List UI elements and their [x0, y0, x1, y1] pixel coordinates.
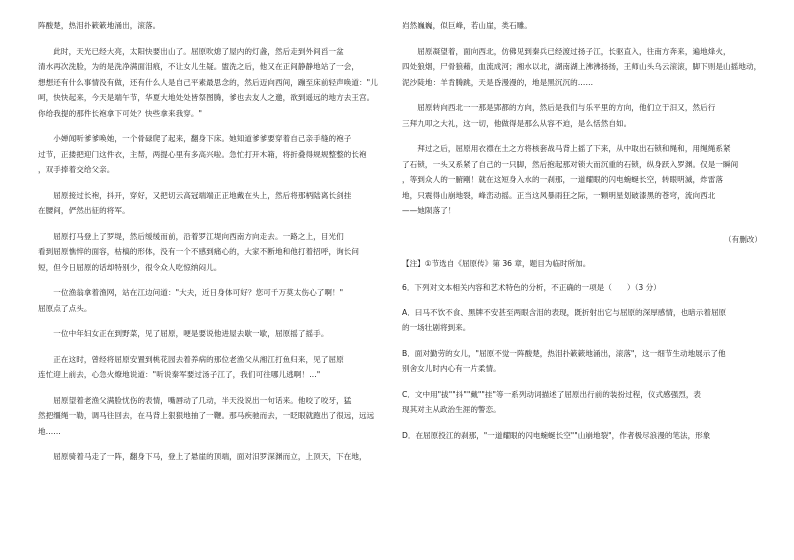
- footnote: 【注】①节选自《屈原传》第 36 章，题目为临时所加。: [402, 258, 591, 268]
- option-b: B．面对勤劳的女儿，"屈原不觉一阵酸楚，热泪扑簌簌地涌出，滚落"，这一细节生动地展示了他 别舍女儿时内心有一片柔情。: [402, 348, 726, 373]
- paragraph: 岿然巍巍，似巨峰，若山崖，类石雕。: [402, 21, 532, 30]
- paragraph: 拜过之后，屈原用衣襟在土之方将核套战马背上摇了下来，从中取出石锁和绳和，用绳绳系紧 了石锁，一头又系紧了自己的一只脚，然后抱起那对锁大而沉重的石锁，纵身跃入罗渊。仅是一瞬间 ，等到众人的一腑剛！就在这短身入水的一刹那，一道耀眼的闪电蜿蜒长空，转眼明滅，炸雷落 地，只震得山崩地裂，峰峦动摇。正当这风暴雨狂之际，一颗明星划破漆黑的苍穹，流向西北 ——她陨落了！: [402, 144, 739, 215]
- paragraph: 一位渔翁拿着渔网，站在江边问道："大夫，近日身体可好？您可千万莫太伤心了啊！" 屈原点了点头。: [38, 288, 344, 313]
- paragraph: 屈原转向西北一一那是郢都的方向，然后是我们与乐平里的方向，他们立于汨又，然后行 三拜九叩之大礼，这一切，他做得是那么从容不迫，是么恬然自如。: [402, 103, 716, 128]
- paragraph: 屈原打马登上了罗堤，然后缓缓而前，沿着罗江堤向西南方向走去。一路之上，目光们 看到屈原憔悴的面容，枯槁的形体，没有一个不感到痛心的，大家不断地和他打着招呼，询长问 短，但今日屈原的话却特别少，很令众人吃惊纳闷儿。: [38, 231, 360, 272]
- right-column: [402, 18, 762, 443]
- paragraph: 屈原接过长袍，抖开，穿好，又把切云高冠端端正正地戴在头上，然后将那柄陆离长剑挂 在腰间，俨然出征的将军。: [38, 190, 352, 215]
- paragraph: 一位中年妇女正在到野菜，见了屈原，哽是要说他进屋去歇一歇，屈原摇了摇手。: [38, 329, 329, 338]
- option-c: C．文中用"拔""抖""戴""挂"等一系列动词描述了屈原出行前的装扮过程，仪式感强烈，表 现其对主从政治生涯的警恋。: [402, 389, 702, 414]
- paragraph: 屈原骑着马走了一阵，翻身下马，登上了悬崖的顶端，面对汨罗深渊而立，上顶天，下在地，: [38, 452, 367, 461]
- paragraph: 屈原望着老渔父满脸忧伤的表情，嘴唇动了几动，半天没说出一句话来。他咬了咬牙，猛 然把缰绳一勒，调马往回去，在马背上狠狠地抽了一鞭。那马疾驰而去，一眨眼就跑出了很远，远远地……: [38, 395, 375, 436]
- paragraph: 屈原凝望着，面向西北，仿佛见到秦兵已经渡过扬子江，长驱直入，往南方奔来，遍地烽火， 四处狼烟，尸骨狼藉，血流成河；湘水以北，湖南湖上沸沸扬扬，王师山头乌云滚滚，脚下则是山摇地动， 泥沙陡地：羊肯腾跳，天是昏漫漫的，地是黑沉沉的……: [402, 46, 762, 87]
- paragraph: 此时，天光已经大亮，太阳快要出山了。屈原吹熄了屋内的灯盏，然后走到外间舀一盆 清水再次洗脸，为的是洗净满面泪痕，不让女儿生疑。盥洗之后，他又在正间静静地站了一会， 想想还有什么事情没有做，还有什么人是自己平素最思念的，然后迈向西间，蹦至床前轻声唤道："儿 呵，快快起来，今天是端午节，华夏大地处处皆祭图腾，爹也去友人之邀，欲到遥远的地方去王宫。 你给我提的那件长袍拿下可处？快些拿来我穿。": [38, 46, 378, 118]
- paragraph: 小婵闻听爹爹唤她，一个骨碌爬了起来，翻身下床。她知道爹爹要穿着自己亲手缝的袍子 过节，正搂把迎门这件衣，主帮，两提心里有多高兴啦。急忙打开木箱，将折叠得规规整整的长袍 ，双手捧着交给父亲。: [38, 134, 367, 174]
- option-a: A．曰马不饮不食、黑牌不安甚至两眼含泪的表现，既折射出它与屈原的深厚感情，也暗示着屈原 的一场壮剧将到来。: [402, 307, 727, 332]
- paragraph: 阵酸楚，热泪扑簌簌地涌出，滚落。: [38, 21, 161, 30]
- source-note: （有删改）: [724, 234, 762, 244]
- paragraph: 正在这时，曾经将屈原安置到桃花园去着养病的那位老渔父从湘江打鱼归来，见了屈原 连忙迎上前去，心急火燎地说道："听说秦军要过汤子江了，我们可往哪儿逃啊！…": [38, 354, 344, 379]
- option-d: D．在屈原投江的刹那，"一道耀眼的闪电蜿蜒长空""山崩地裂"，作者极尽浪漫的笔法，形象: [402, 430, 711, 440]
- left-column: [38, 18, 391, 465]
- question-title: 6．下列对文本相关内容和艺术特色的分析，不正确的一项是（ ）（3 分）: [402, 282, 661, 292]
